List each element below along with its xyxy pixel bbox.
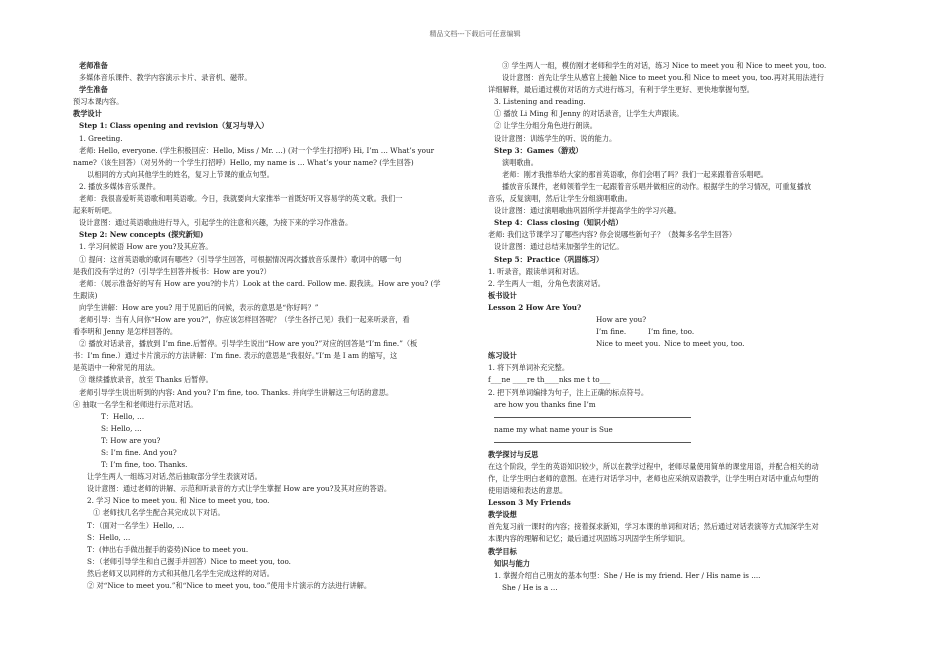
text-line: 2. 学生两人一组，分角色表演对话。 [488, 278, 605, 288]
text-line: 起来听听吧。 [73, 206, 117, 216]
text-line: 预习本课内容。 [73, 97, 124, 107]
board-line-2 [488, 326, 873, 338]
text-line: 老师：（展示准备好的写有 How are you?的卡片）Look at the card. Follow me. 跟我读。How are you? (学 [79, 278, 441, 288]
text-line: 在这个阶段，学生的英语知识较少，所以在教学过程中，老师尽量使用简单的课堂用语，并配合相关的动 [488, 461, 819, 471]
text-line: 设计意图：通过演唱歌曲巩固所学并提高学生的学习兴趣。 [494, 206, 681, 216]
board-line-3 [488, 338, 873, 350]
text-line: 是英语中一种常见的用法。 [73, 363, 160, 373]
section-heading: 板书设计 [488, 290, 517, 300]
text-line: 书：I’m fine.）通过卡片演示的方法讲解：I’m fine. 表示的意思是“我很好。”I’m 是 I am 的缩写，这 [73, 351, 398, 361]
text-line: 3. Listening and reading. [494, 97, 586, 107]
left-column [73, 60, 466, 592]
text-line: T: How are you? [101, 435, 161, 445]
text-line: ① 播放 Li Ming 和 Jenny 的对话录音，让学生大声跟读。 [494, 109, 684, 119]
text-line: 作，让学生明白老师的意图。在进行对话学习中，老师也应采纳双语教学，让学生明白对话中重点句型的 [488, 474, 819, 483]
section-heading: 教学设计 [73, 109, 102, 119]
text-line: 播放音乐课件，老师领着学生一起跟着音乐唱并做相应的动作。根据学生的学习情况，可重复播放 [502, 181, 812, 191]
text-line: S: Hello, … [101, 423, 142, 433]
text-line: 详细解释，最后通过模仿对话的方式进行练习，有利于学生更好、更快地掌握句型。 [488, 85, 754, 95]
practice-title: 练习设计 [488, 351, 517, 361]
text-line: S：（老师引导学生和自己握手并回答）Nice to meet you, too. [87, 556, 291, 566]
section-heading: Step 3：Games（游戏） [494, 145, 583, 155]
text-line: 设计意图：首先让学生从感官上接触 Nice to meet you.和 Nice to meet you, too.再对其用法进行 [502, 73, 824, 83]
text-line: 以相同的方式向其他学生的姓名，复习上节课的重点句型。 [87, 169, 274, 179]
answer-line [494, 411, 691, 418]
text-line: T：(伸出右手做出握手的姿势)Nice to meet you. [87, 544, 249, 554]
text-line: T：Hello, … [101, 411, 145, 421]
section-heading: Step 4：Class closing（知识小结） [494, 218, 623, 228]
section-heading: 教学设想 [488, 510, 517, 520]
text-line: She / He is a … [502, 582, 558, 592]
section-heading: 教学目标 [488, 546, 517, 556]
text-line: 老师引导：当有人问你“How are you?”，你应该怎样回答呢？（学生各抒己见）我们一起来听录音，看 [79, 314, 410, 324]
text-line: ② 让学生分组分角色进行朗读。 [494, 121, 597, 131]
board-line-3b: Nice to meet you, too. [664, 339, 745, 349]
text-line: 老师：刚才我推举给大家的那首英语歌，你们会唱了吗？我们一起来跟着音乐唱吧。 [502, 169, 768, 179]
text-line: 看李明和 Jenny 是怎样回答的。 [73, 327, 178, 337]
text-line: 2. 播放多媒体音乐课件。 [79, 181, 161, 191]
right-column [488, 60, 873, 594]
practice-section [488, 350, 873, 443]
text-line: ③ 继续播放录音，放至 Thanks 后暂停。 [79, 375, 213, 385]
section-heading: 学生准备 [79, 85, 108, 95]
text-line: 向学生讲解：How are you? 用于见面后的问候，表示的意思是“你好吗？” [79, 302, 319, 312]
text-line: 设计意图：通过总结来加强学生的记忆。 [494, 242, 624, 252]
board-line-2b: I’m fine, too. [648, 327, 695, 337]
page-header: 精品文档---下载后可任意编辑 [429, 30, 521, 38]
text-line: 2. 学习 Nice to meet you. 和 Nice to meet you, too. [87, 496, 270, 506]
right-column-bottom [488, 449, 873, 594]
text-line: ② 播放对话录音，播放到 I’m fine.后暂停。引导学生说出“How are you?”对应的回答是“I’m fine.”（板 [79, 339, 418, 349]
text-line: 1. Greeting. [79, 133, 123, 143]
text-line: 然后老师又以同样的方式和其他几名学生完成这样的对话。 [87, 568, 274, 578]
board-line-1: How are you? [596, 314, 647, 324]
text-line: ① 提问：这首英语歌的歌词有哪些?（引导学生回答，可根据情况再次播放音乐课件）歌词中的哪一句 [79, 254, 402, 264]
text-line: 设计意图：通过英语歌曲进行导入，引起学生的注意和兴趣，为接下来的学习作准备。 [79, 218, 353, 228]
text-line: S: I’m fine. And you? [101, 448, 177, 457]
text-line: 设计意图：通过老师的讲解、示范和听录音的方式让学生掌握 How are you?及其对应的答语。 [87, 484, 392, 494]
text-line: T: I’m fine, too. Thanks. [101, 460, 188, 470]
text-line: 1. 听录音，跟读单词和对话。 [488, 266, 584, 276]
board-design [488, 314, 873, 350]
board-line-2a: I’m fine. [596, 327, 627, 337]
text-line: 老师: Hello, everyone. (学生积极回应：Hello, Miss / Mr. …) (对一个学生打招呼) Hi, I’m … What’s your [79, 145, 435, 155]
text-line: 生跟读) [73, 290, 98, 300]
practice-q1-items: f___ne ____re th____nks me t to___ [488, 375, 611, 385]
section-heading: 老师准备 [79, 61, 108, 70]
section-heading: 教学探讨与反思 [488, 449, 539, 459]
text-line: 本课内容的理解和记忆；最后通过巩固练习巩固学生所学知识。 [488, 534, 690, 544]
text-line: ① 老师找几名学生配合其完成以下对话。 [93, 508, 225, 518]
text-line: name?（该生回答）（对另外的一个学生打招呼）Hello, my name is … What’s your name? (学生回答) [73, 157, 414, 167]
text-line: 首先复习前一课时的内容；接着探求新知，学习本课的单词和对话；然后通过对话表演等方式加深学生对 [488, 522, 819, 532]
section-heading: Step 5：Practice（巩固练习） [494, 254, 604, 264]
text-line: T：（面对一名学生）Hello, … [87, 520, 185, 530]
text-line: 老师：我很喜爱听英语歌和唱英语歌。今日，我就要向大家推举一首既好听又容易学的英文歌。我们一 [79, 194, 403, 204]
practice-q1: 1. 将下列单词补充完整。 [488, 363, 570, 373]
text-line: 1. 掌握介绍自己朋友的基本句型：She / He is my friend. Her / His name is .... [494, 570, 761, 580]
section-heading: Step 1: Class opening and revision（复习与导入） [79, 121, 269, 131]
text-line: 1. 学习问候语 How are you?及其应答。 [79, 242, 213, 252]
text-line: ② 对“Nice to meet you.”和“Nice to meet you, too.”使用卡片演示的方法进行讲解。 [87, 581, 372, 591]
practice-q2: 2. 把下列单词编排为句子，注上正确的标点符号。 [488, 387, 649, 397]
text-line: 设计意图：训练学生的听、说的能力。 [494, 133, 617, 143]
section-heading: Lesson 2 How Are You? [488, 302, 582, 312]
text-line: 多媒体音乐课件、教学内容演示卡片、录音机、磁带。 [79, 73, 252, 83]
text-line: 老师引导学生说出听到的内容: And you? I’m fine, too. Thanks. 并向学生讲解这三句话的意思。 [79, 387, 394, 397]
section-heading: Lesson 3 My Friends [488, 498, 571, 508]
right-column-top [488, 60, 873, 314]
practice-q2-b: name my what name your is Sue [494, 424, 613, 434]
section-heading: Step 2: New concepts (探究新知) [79, 230, 204, 240]
answer-line [494, 436, 691, 443]
text-line: 演唱歌曲。 [502, 157, 538, 167]
board-line-3a: Nice to meet you. [596, 339, 661, 349]
practice-q2-a: are how you thanks fine I’m [494, 399, 596, 409]
text-line: 音乐，反复演唱，然后让学生分组演唱歌曲。 [488, 194, 632, 204]
text-line: ③ 学生两人一组，模仿刚才老师和学生的对话，练习 Nice to meet you 和 Nice to meet you, too. [502, 61, 827, 70]
section-heading: 知识与能力 [494, 558, 530, 568]
text-line: 是我们没有学过的?（引导学生回答并板书：How are you?） [73, 266, 271, 276]
text-line: 老师: 我们这节课学习了哪些内容? 你会说哪些新句子？（鼓舞多名学生回答） [488, 230, 737, 240]
text-line: ④ 抽取一名学生和老师进行示范对话。 [73, 399, 198, 409]
text-line: 使用语境和表达的意思。 [488, 486, 568, 496]
text-line: S：Hello, … [87, 532, 131, 542]
text-line: 让学生两人一组练习对话,然后抽取部分学生表演对话。 [87, 472, 262, 482]
